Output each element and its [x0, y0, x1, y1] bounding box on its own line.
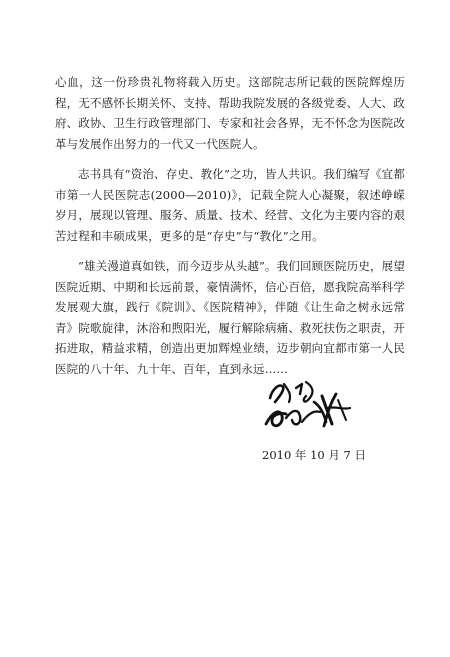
handwritten-signature-icon: [258, 372, 358, 444]
document-body: [55, 72, 405, 389]
paragraph-2: 志书具有“资治、存史、教化”之功，皆人共识。我们编写《宜都市第一人民医院志(2000—2010)》，记载全院人心凝聚，叙述峥嵘岁月，展现以管理、服务、质量、技术、经营、文化为主要内容的艰苦过程和丰硕成果，更多的是“存史”与“教化”之用。: [55, 167, 405, 243]
paragraph-3: “雄关漫道真如铁，而今迈步从头越”。我们回顾医院历史，展望医院近期、中期和长远前景，豪情满怀，信心百倍，愿我院高举科学发展观大旗，践行《院训》、《医院精神》，伴随《让生命之树永远常青》院歌旋律，沐浴和煦阳光，履行解除病痛、救死扶伤之职责，开拓进取，精益求精，创造出更加辉煌业绩，迈步朝向宜都市第一人民医院的八十年、九十年、百年，直到永远……: [55, 259, 405, 376]
document-date: 2010 年 10 月 7 日: [262, 448, 366, 462]
paragraph-1: 心血，这一份珍贵礼物将载入历史。这部院志所记载的医院辉煌历程，无不感怀长期关怀、支持、帮助我院发展的各级党委、人大、政府、政协、卫生行政管理部门、专家和社会各界，无不怀念为医院改革与发展作出努力的一代又一代医院人。: [55, 75, 405, 151]
